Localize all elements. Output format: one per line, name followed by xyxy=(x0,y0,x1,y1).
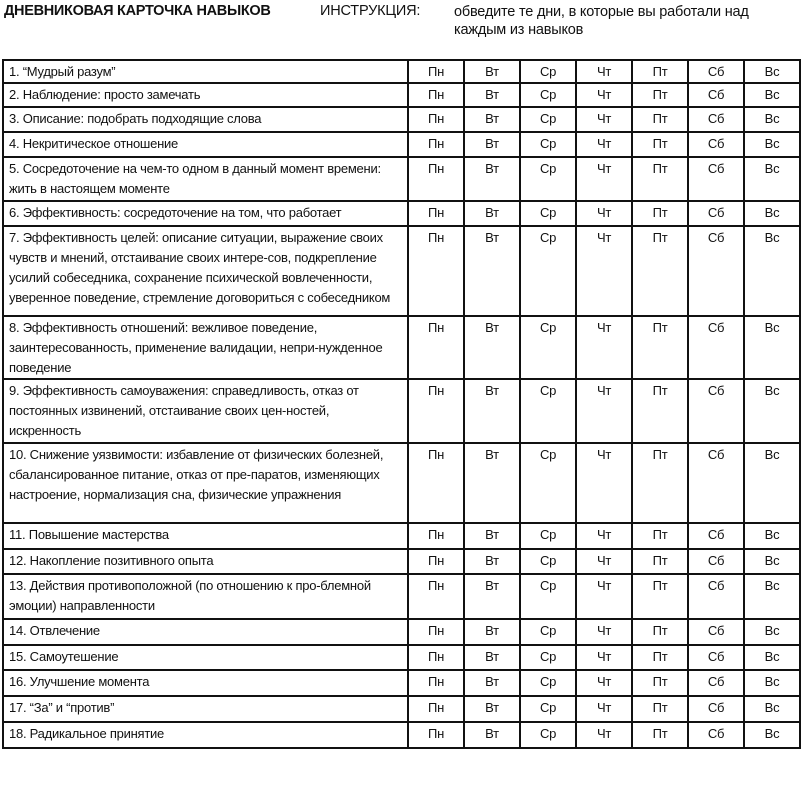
day-cell[interactable]: Пт xyxy=(632,226,688,316)
day-cell[interactable]: Вт xyxy=(464,201,520,226)
day-cell[interactable]: Чт xyxy=(576,722,632,748)
day-cell[interactable]: Сб xyxy=(688,379,744,443)
day-cell[interactable]: Сб xyxy=(688,696,744,722)
skill-name: 4. Некритическое отношение xyxy=(3,132,408,157)
day-cell[interactable]: Пн xyxy=(408,157,464,201)
skill-row xyxy=(3,316,800,379)
page-title: ДНЕВНИКОВАЯ КАРТОЧКА НАВЫКОВ xyxy=(4,3,271,19)
skill-row xyxy=(3,132,800,157)
day-cell[interactable]: Чт xyxy=(576,574,632,619)
skill-row xyxy=(3,83,800,107)
day-cell[interactable]: Пн xyxy=(408,696,464,722)
day-cell[interactable]: Вс xyxy=(744,443,800,523)
day-cell[interactable]: Вс xyxy=(744,83,800,107)
day-cell[interactable]: Пн xyxy=(408,83,464,107)
day-cell[interactable]: Вт xyxy=(464,132,520,157)
day-cell[interactable]: Вт xyxy=(464,722,520,748)
day-cell[interactable]: Вс xyxy=(744,316,800,379)
skill-row xyxy=(3,107,800,132)
skill-name: 9. Эффективность самоуважения: справедливость, отказ от постоянных извинений, отстаивание своих цен-ностей, искренность xyxy=(3,379,408,443)
day-cell[interactable]: Ср xyxy=(520,60,576,83)
day-cell[interactable]: Пт xyxy=(632,549,688,574)
skill-name: 12. Накопление позитивного опыта xyxy=(3,549,408,574)
day-cell[interactable]: Пн xyxy=(408,226,464,316)
day-cell[interactable]: Ср xyxy=(520,574,576,619)
skill-name: 1. “Мудрый разум” xyxy=(3,60,408,83)
day-cell[interactable]: Вт xyxy=(464,83,520,107)
day-cell[interactable]: Ср xyxy=(520,722,576,748)
day-cell[interactable]: Чт xyxy=(576,316,632,379)
skill-name: 2. Наблюдение: просто замечать xyxy=(3,83,408,107)
day-cell[interactable]: Чт xyxy=(576,619,632,645)
day-cell[interactable]: Сб xyxy=(688,157,744,201)
skill-row xyxy=(3,619,800,645)
day-cell[interactable]: Вс xyxy=(744,619,800,645)
day-cell[interactable]: Сб xyxy=(688,670,744,696)
day-cell[interactable]: Вс xyxy=(744,523,800,549)
day-cell[interactable]: Пт xyxy=(632,722,688,748)
day-cell[interactable]: Пт xyxy=(632,83,688,107)
day-cell[interactable]: Пт xyxy=(632,132,688,157)
day-cell[interactable]: Вт xyxy=(464,107,520,132)
day-cell[interactable]: Вт xyxy=(464,574,520,619)
day-cell[interactable]: Пн xyxy=(408,201,464,226)
instruction-text: обведите те дни, в которые вы работали над каждым из навыков xyxy=(454,4,749,38)
day-cell[interactable]: Пн xyxy=(408,670,464,696)
skill-name: 18. Радикальное принятие xyxy=(3,722,408,748)
skill-name: 3. Описание: подобрать подходящие слова xyxy=(3,107,408,132)
day-cell[interactable]: Вт xyxy=(464,316,520,379)
day-cell[interactable]: Чт xyxy=(576,226,632,316)
day-cell[interactable]: Вс xyxy=(744,722,800,748)
skill-name: 17. “За” и “против” xyxy=(3,696,408,722)
day-cell[interactable]: Ср xyxy=(520,83,576,107)
day-cell[interactable]: Пн xyxy=(408,574,464,619)
day-cell[interactable]: Вт xyxy=(464,645,520,670)
day-cell[interactable]: Чт xyxy=(576,670,632,696)
day-cell[interactable]: Пн xyxy=(408,619,464,645)
day-cell[interactable]: Пт xyxy=(632,316,688,379)
day-cell[interactable]: Пн xyxy=(408,132,464,157)
day-cell[interactable]: Вс xyxy=(744,379,800,443)
day-cell[interactable]: Сб xyxy=(688,83,744,107)
day-cell[interactable]: Чт xyxy=(576,201,632,226)
day-cell[interactable]: Вт xyxy=(464,549,520,574)
day-cell[interactable]: Ср xyxy=(520,316,576,379)
day-cell[interactable]: Пт xyxy=(632,670,688,696)
skill-name: 7. Эффективность целей: описание ситуации, выражение своих чувств и мнений, отстаивание своих интере-сов, подкрепление усилий собеседника, сохранение психической вовлеченности, уверенное поведение, стремление договориться с собеседником xyxy=(3,226,408,316)
day-cell[interactable]: Ср xyxy=(520,645,576,670)
day-cell[interactable]: Сб xyxy=(688,645,744,670)
day-cell[interactable]: Пн xyxy=(408,549,464,574)
day-cell[interactable]: Вс xyxy=(744,696,800,722)
day-cell[interactable]: Ср xyxy=(520,443,576,523)
day-cell[interactable]: Пт xyxy=(632,107,688,132)
day-cell[interactable]: Чт xyxy=(576,443,632,523)
day-cell[interactable]: Пн xyxy=(408,722,464,748)
day-cell[interactable]: Вс xyxy=(744,60,800,83)
skill-name: 5. Сосредоточение на чем-то одном в данный момент времени: жить в настоящем моменте xyxy=(3,157,408,201)
skill-name: 15. Самоутешение xyxy=(3,645,408,670)
day-cell[interactable]: Пт xyxy=(632,443,688,523)
skill-name: 14. Отвлечение xyxy=(3,619,408,645)
day-cell[interactable]: Чт xyxy=(576,107,632,132)
skill-row xyxy=(3,226,800,316)
day-cell[interactable]: Вт xyxy=(464,157,520,201)
day-cell[interactable]: Вт xyxy=(464,443,520,523)
day-cell[interactable]: Чт xyxy=(576,379,632,443)
day-cell[interactable]: Пт xyxy=(632,379,688,443)
day-cell[interactable]: Чт xyxy=(576,83,632,107)
day-cell[interactable]: Ср xyxy=(520,523,576,549)
skill-row xyxy=(3,549,800,574)
day-cell[interactable]: Вс xyxy=(744,549,800,574)
skill-row xyxy=(3,201,800,226)
day-cell[interactable]: Сб xyxy=(688,722,744,748)
skill-row xyxy=(3,60,800,83)
day-cell[interactable]: Сб xyxy=(688,574,744,619)
day-cell[interactable]: Пн xyxy=(408,60,464,83)
skill-row xyxy=(3,523,800,549)
skills-diary-table xyxy=(2,59,801,749)
day-cell[interactable]: Сб xyxy=(688,60,744,83)
skill-row xyxy=(3,670,800,696)
day-cell[interactable]: Вс xyxy=(744,670,800,696)
day-cell[interactable]: Чт xyxy=(576,645,632,670)
day-cell[interactable]: Пт xyxy=(632,619,688,645)
day-cell[interactable]: Вс xyxy=(744,157,800,201)
skill-name: 10. Снижение уязвимости: избавление от физических болезней, сбалансированное питание, отказ от пре-паратов, изменяющих настроение, нормализация сна, физические упражнения xyxy=(3,443,408,523)
day-cell[interactable]: Вт xyxy=(464,696,520,722)
day-cell[interactable]: Сб xyxy=(688,523,744,549)
day-cell[interactable]: Пт xyxy=(632,645,688,670)
day-cell[interactable]: Вт xyxy=(464,60,520,83)
instruction-label: ИНСТРУКЦИЯ: xyxy=(320,3,421,19)
day-cell[interactable]: Сб xyxy=(688,549,744,574)
day-cell[interactable]: Ср xyxy=(520,670,576,696)
day-cell[interactable]: Вс xyxy=(744,201,800,226)
skill-row xyxy=(3,157,800,201)
skill-row xyxy=(3,645,800,670)
day-cell[interactable]: Сб xyxy=(688,619,744,645)
day-cell[interactable]: Вт xyxy=(464,523,520,549)
day-cell[interactable]: Сб xyxy=(688,443,744,523)
day-cell[interactable]: Сб xyxy=(688,107,744,132)
day-cell[interactable]: Чт xyxy=(576,157,632,201)
day-cell[interactable]: Вт xyxy=(464,379,520,443)
day-cell[interactable]: Сб xyxy=(688,226,744,316)
day-cell[interactable]: Пт xyxy=(632,201,688,226)
skill-name: 16. Улучшение момента xyxy=(3,670,408,696)
page-header xyxy=(2,0,799,50)
day-cell[interactable]: Пт xyxy=(632,696,688,722)
day-cell[interactable]: Пн xyxy=(408,443,464,523)
day-cell[interactable]: Пт xyxy=(632,574,688,619)
day-cell[interactable]: Пт xyxy=(632,523,688,549)
skill-name: 13. Действия противоположной (по отношению к про-блемной эмоции) направленности xyxy=(3,574,408,619)
day-cell[interactable]: Вт xyxy=(464,226,520,316)
day-cell[interactable]: Чт xyxy=(576,549,632,574)
day-cell[interactable]: Ср xyxy=(520,549,576,574)
day-cell[interactable]: Чт xyxy=(576,523,632,549)
day-cell[interactable]: Пн xyxy=(408,645,464,670)
day-cell[interactable]: Вс xyxy=(744,132,800,157)
day-cell[interactable]: Ср xyxy=(520,132,576,157)
day-cell[interactable]: Ср xyxy=(520,226,576,316)
day-cell[interactable]: Пт xyxy=(632,60,688,83)
day-cell[interactable]: Вс xyxy=(744,226,800,316)
day-cell[interactable]: Вс xyxy=(744,574,800,619)
day-cell[interactable]: Пт xyxy=(632,157,688,201)
day-cell[interactable]: Вт xyxy=(464,670,520,696)
skill-row xyxy=(3,379,800,443)
skill-name: 8. Эффективность отношений: вежливое поведение, заинтересованность, применение валидации, непри-нужденное поведение xyxy=(3,316,408,379)
skill-name: 6. Эффективность: сосредоточение на том, что работает xyxy=(3,201,408,226)
day-cell[interactable]: Чт xyxy=(576,696,632,722)
day-cell[interactable]: Ср xyxy=(520,201,576,226)
day-cell[interactable]: Пн xyxy=(408,379,464,443)
day-cell[interactable]: Вт xyxy=(464,619,520,645)
day-cell[interactable]: Пн xyxy=(408,316,464,379)
skill-row xyxy=(3,696,800,722)
day-cell[interactable]: Ср xyxy=(520,379,576,443)
day-cell[interactable]: Чт xyxy=(576,132,632,157)
day-cell[interactable]: Сб xyxy=(688,201,744,226)
day-cell[interactable]: Чт xyxy=(576,60,632,83)
day-cell[interactable]: Ср xyxy=(520,696,576,722)
day-cell[interactable]: Ср xyxy=(520,619,576,645)
skill-row xyxy=(3,722,800,748)
day-cell[interactable]: Вс xyxy=(744,107,800,132)
skill-row xyxy=(3,574,800,619)
skill-row xyxy=(3,443,800,523)
day-cell[interactable]: Ср xyxy=(520,107,576,132)
day-cell[interactable]: Пн xyxy=(408,523,464,549)
day-cell[interactable]: Пн xyxy=(408,107,464,132)
day-cell[interactable]: Сб xyxy=(688,316,744,379)
skill-name: 11. Повышение мастерства xyxy=(3,523,408,549)
day-cell[interactable]: Сб xyxy=(688,132,744,157)
day-cell[interactable]: Ср xyxy=(520,157,576,201)
day-cell[interactable]: Вс xyxy=(744,645,800,670)
